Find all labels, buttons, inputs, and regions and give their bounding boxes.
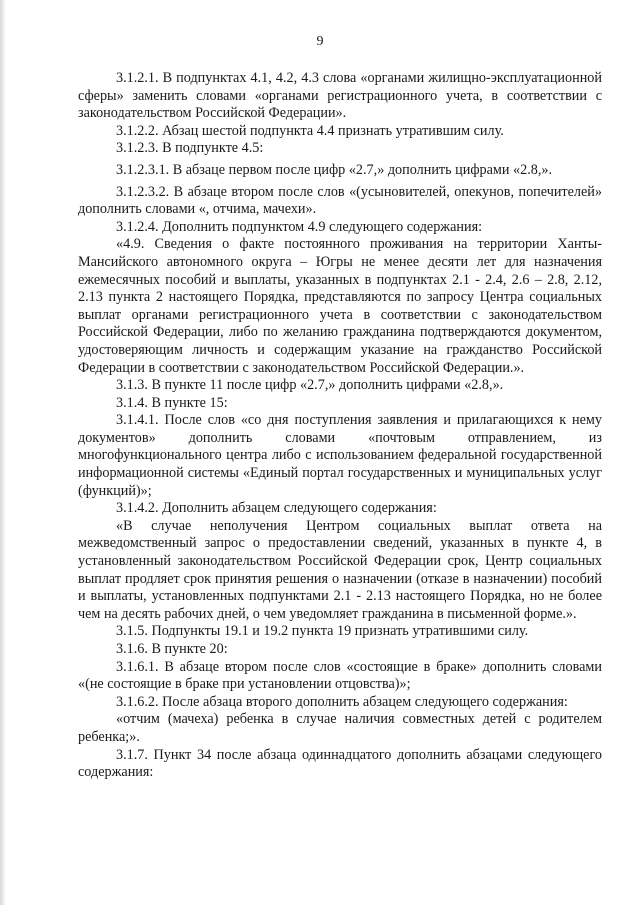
page-number: 9 <box>316 34 324 49</box>
paragraph-3-1-6-2: 3.1.6.2. После абзаца второго дополнить абзацем следующего содержания: <box>116 693 568 710</box>
scan-edge <box>0 0 6 905</box>
paragraph-3-1-4-2: 3.1.4.2. Дополнить абзацем следующего содержания: <box>116 500 437 517</box>
paragraph-3-1-5: 3.1.5. Подпункты 19.1 и 19.2 пункта 19 признать утратившими силу. <box>116 623 529 640</box>
paragraph-3-1-7: 3.1.7. Пункт 34 после абзаца одиннадцатого дополнить абзацами следующего содержания: <box>78 746 602 781</box>
paragraph-3-1-6-1: 3.1.6.1. В абзаце втором после слов «состоящие в браке» дополнить словами «(не состоящие в браке при установлении отцовства)»; <box>78 658 602 693</box>
paragraph-3-1-2-1: 3.1.2.1. В подпунктах 4.1, 4.2, 4.3 слова «органами жилищно-эксплуатационной сферы» заменить словами «органами регистрационного учета, в соответствии с законодательством Российской Федерации». <box>78 70 602 122</box>
document-body <box>78 70 602 782</box>
paragraph-otchim-quote: «отчим (мачеха) ребенка в случае наличия совместных детей с родителем ребенка;». <box>78 711 602 745</box>
paragraph-3-1-2-3-2: 3.1.2.3.2. В абзаце втором после слов «(усыновителей, опекунов, попечителей» дополнить словами «, отчима, мачехи». <box>78 183 602 218</box>
paragraph-3-1-4: 3.1.4. В пункте 15: <box>116 394 228 411</box>
paragraph-3-1-2-3: 3.1.2.3. В подпункте 4.5: <box>116 140 264 157</box>
paragraph-4-9-quote: «4.9. Сведения о факте постоянного проживания на территории Ханты-Мансийского автономного округа – Югры не менее десяти лет для назначения ежемесячных пособий и выплаты, указанных в подпунктах 2.1 - 2.4, 2.6 – 2.8, 2.12, 2.13 пункта 2 настоящего Порядка, представляются по запросу Центра социальных выплат органами регистрационного учета в соответствии с законодательством Российской Федерации, либо по желанию гражданина подтверждаются документом, удостоверяющим личность и содержащим указание на гражданство Российской Федерации в соответствии с законодательством Российской Федерации.». <box>78 236 602 376</box>
paragraph-3-1-2-4: 3.1.2.4. Дополнить подпунктом 4.9 следующего содержания: <box>116 218 483 235</box>
paragraph-3-1-6: 3.1.6. В пункте 20: <box>116 641 228 657</box>
paragraph-new-abzac-quote: «В случае неполучения Центром социальных выплат ответа на межведомственный запрос о предоставлении сведений, указанных в пункте 4, в установленный законодательством Российской Федерации срок, Центр социальных выплат продляет срок принятия решения о назначении (отказе в назначении) пособий и выплаты, установленных подпунктами 2.1 - 2.13 настоящего Порядка, но не более чем на десять рабочих дней, о чем уведомляет гражданина в письменной форме.». <box>78 517 602 622</box>
paragraph-3-1-3: 3.1.3. В пункте 11 после цифр «2.7,» дополнить цифрами «2.8,». <box>116 377 504 394</box>
paragraph-3-1-2-2: 3.1.2.2. Абзац шестой подпункта 4.4 признать утратившим силу. <box>116 122 504 139</box>
paragraph-3-1-4-1: 3.1.4.1. После слов «со дня поступления заявления и прилагающихся к нему документов» дополнить словами «почтовым отправлением, из многофункционального центра либо с использованием федеральной государственной информационной системы «Единый портал государственных и муниципальных услуг (функций)»; <box>78 412 602 499</box>
paragraph-3-1-2-3-1: 3.1.2.3.1. В абзаце первом после цифр «2.7,» дополнить цифрами «2.8,». <box>116 161 553 178</box>
